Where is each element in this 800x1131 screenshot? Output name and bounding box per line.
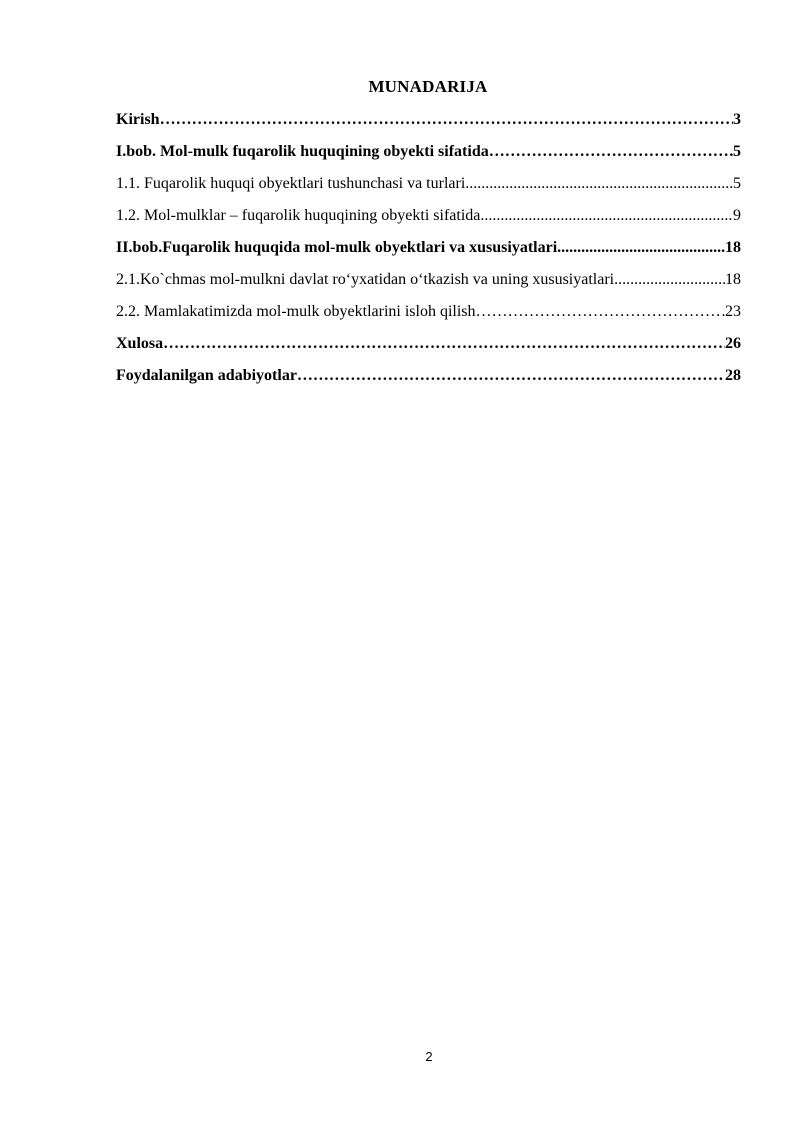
toc-entry-label: Foydalanilgan adabiyotlar [116,367,297,384]
toc-entry-page: 18 [725,239,741,256]
toc-entry-label: II.bob.Fuqarolik huquqida mol-mulk obyektlari va xususiyatlari [116,239,558,256]
toc-entry-page: 23 [725,303,741,320]
toc-dot-leader [297,364,725,388]
toc-entry-section-2-2[interactable] [116,300,741,332]
toc-entry-label: 1.2. Mol-mulklar – fuqarolik huquqining obyekti sifatida [116,207,481,224]
toc-dot-leader [480,204,733,228]
toc-entry-page: 28 [725,367,741,384]
toc-entry-section-1-1[interactable] [116,172,741,204]
toc-entry-page: 26 [725,335,741,352]
toc-entry-label: 1.1. Fuqarolik huquqi obyektlari tushunchasi va turlari [116,175,466,192]
table-of-contents [116,108,741,396]
toc-entry-section-2-1[interactable] [116,268,741,300]
toc-entry-label: I.bob. Mol-mulk fuqarolik huquqining obyekti sifatida [116,143,489,160]
toc-entry-page: 5 [733,143,741,160]
toc-entry-page: 18 [725,271,741,288]
toc-entry-label: 2.1.Ko`chmas mol-mulkni davlat ro‘yxatidan o‘tkazish va uning xususiyatlari [116,271,615,288]
toc-entry-page: 9 [733,207,741,224]
toc-entry-page: 3 [733,111,741,128]
toc-entry-kirish[interactable] [116,108,741,140]
toc-dot-leader [614,268,725,292]
toc-entry-page: 5 [733,175,741,192]
toc-entry-label: Kirish [116,111,160,128]
toc-entry-section-1-2[interactable] [116,204,741,236]
toc-entry-chapter-2[interactable] [116,236,741,268]
toc-dot-leader [489,140,733,164]
toc-dot-leader [163,332,725,356]
toc-entry-label: 2.2. Mamlakatimizda mol-mulk obyektlarini isloh qilish [116,303,476,320]
toc-entry-bibliography[interactable] [116,364,741,396]
toc-dot-leader [557,236,725,260]
toc-dot-leader [476,300,725,324]
toc-dot-leader [465,172,733,196]
toc-entry-chapter-1[interactable] [116,140,741,172]
toc-entry-label: Xulosa [116,335,164,352]
toc-dot-leader [160,108,733,132]
toc-entry-xulosa[interactable] [116,332,741,364]
page-number: 2 [425,1049,433,1064]
toc-title: MUNADARIJA [368,77,488,96]
